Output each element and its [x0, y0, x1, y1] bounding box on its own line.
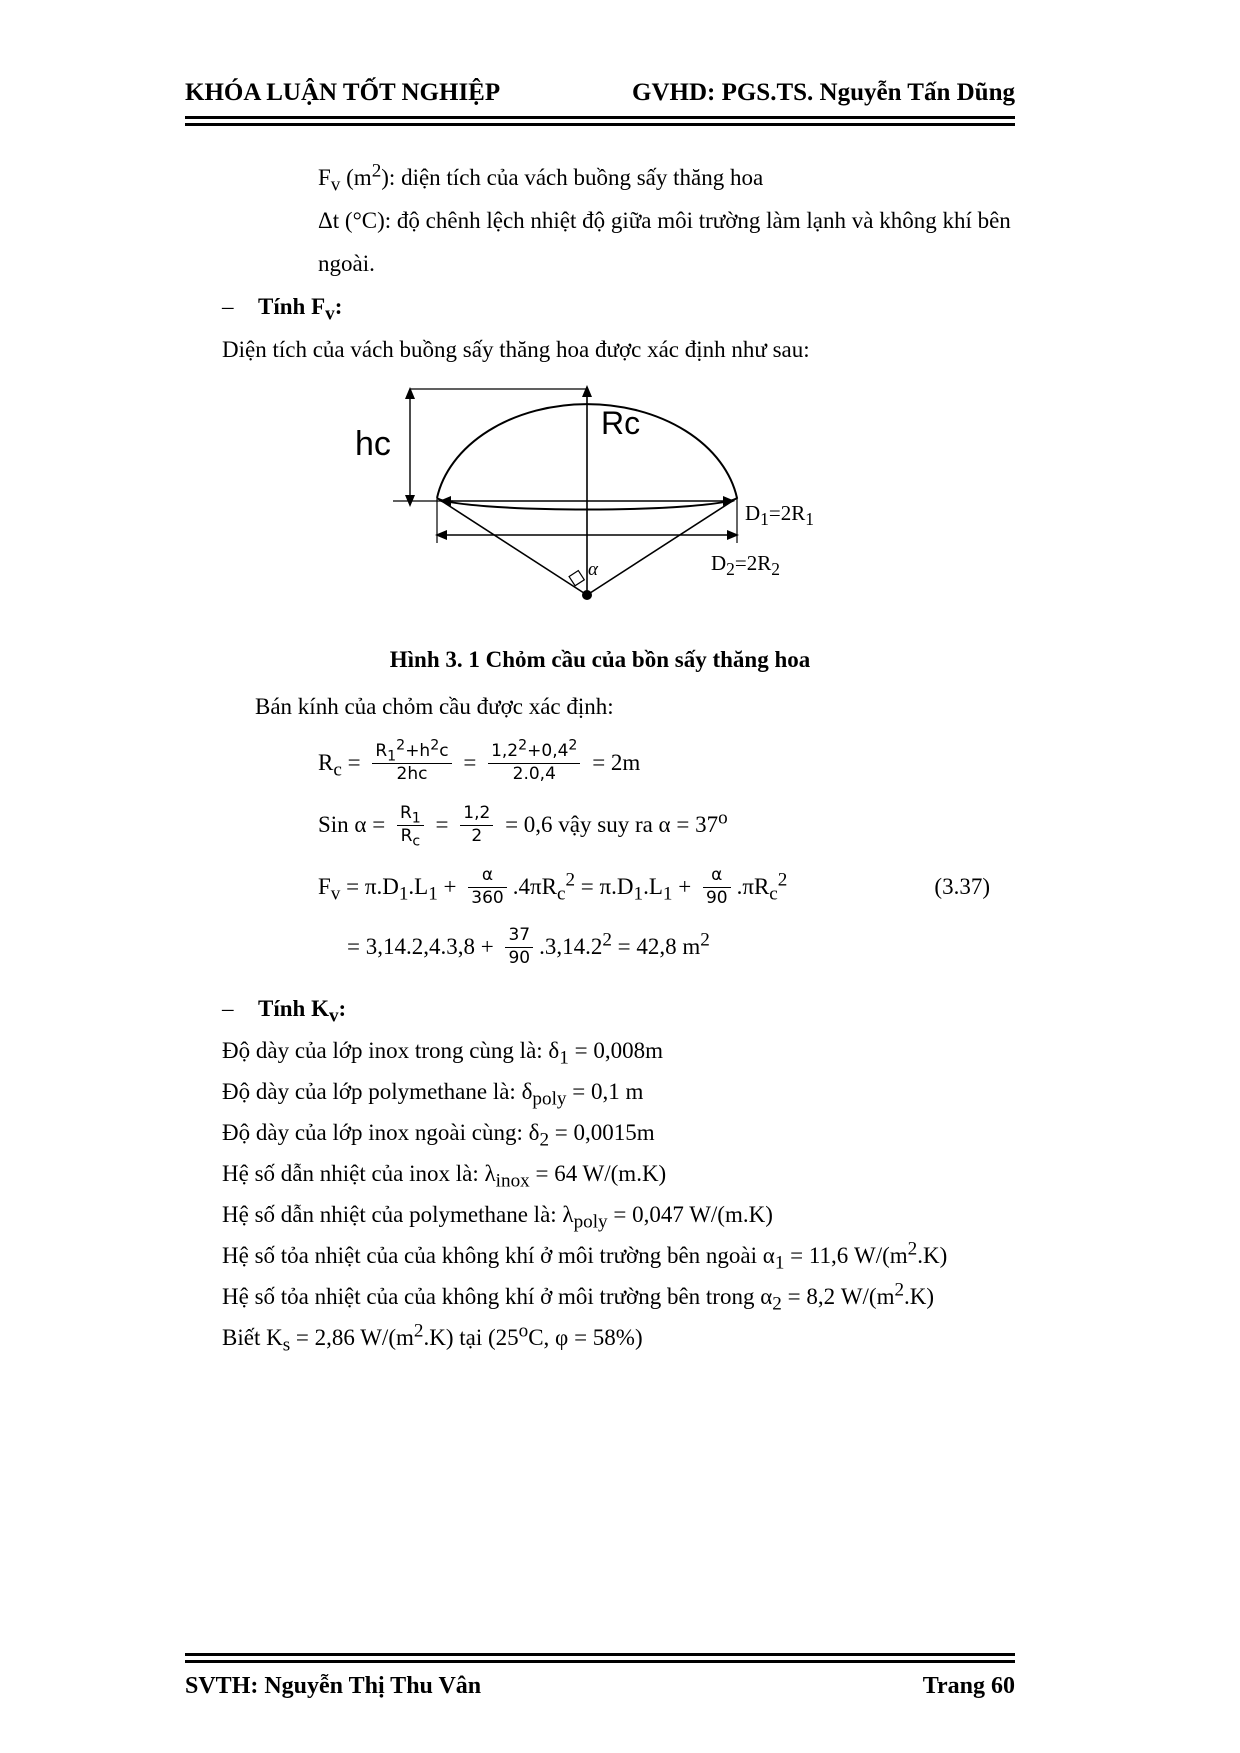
advisor-name: GVHD: PGS.TS. Nguyễn Tấn Dũng [632, 79, 1015, 106]
student-name: SVTH: Nguyễn Thị Thu Vân [185, 1673, 482, 1699]
label-d1: $D_1=2R_1$ [745, 501, 815, 530]
eq-rc-result: = 2m [586, 750, 641, 775]
figure-caption: Hình 3. 1 Chỏm cầu của bồn sấy thăng hoa [389, 647, 811, 672]
intro-paragraphs [318, 156, 1018, 285]
fv-definition-line: $F_v$ $(m^2)$: diện tích của vách buồng sấy thăng hoa [318, 160, 764, 196]
eq-fv-mid: $.4\pi R_c^2 = \pi.D_1.L_1$ + [512, 869, 697, 905]
eq-fvres-fraction: $\frac{37}{90}$ [505, 925, 533, 969]
rc-arrow-up [582, 385, 592, 397]
eq-sin-lhs: Sin α = [318, 812, 391, 837]
property-line: Độ dày của lớp inox trong cùng là: $\delta_1 = 0,008m$ [222, 1038, 663, 1069]
eq-fv-fraction-1: $\frac{\alpha}{360}$ [468, 865, 506, 909]
property-line: Hệ số tỏa nhiệt của của không khí ở môi trường bên ngoài $\alpha_1 = 11,6$ $W/(m^2.K)$ [222, 1238, 948, 1274]
alpha-angle-marker [569, 571, 584, 586]
equation-sin-alpha [318, 799, 1015, 851]
eq-rc-equals: = [457, 750, 483, 775]
triangle-left-side [437, 498, 587, 595]
equation-number: (3.37) [934, 874, 990, 899]
page-content [185, 78, 1015, 1358]
header-rule [185, 116, 1015, 126]
equation-fv-result [347, 921, 1015, 973]
eq-fvres-lhs: = 3,14.2,4.3,8 + [347, 934, 500, 959]
label-rc: Rc [601, 405, 641, 441]
footer-rule [185, 1653, 1015, 1663]
label-alpha: α [588, 559, 598, 580]
eq-fv-lhs: $F_v = \pi.D_1.L_1$ + [318, 874, 463, 905]
section-title-kv: Tính $K_v$: [258, 996, 347, 1027]
equation-fv [318, 861, 1015, 913]
dome-diagram-drawing [325, 383, 985, 628]
eq-sin-fraction-2: $\frac{1,2}{2}$ [460, 803, 493, 847]
triangle-right-side [587, 498, 737, 595]
page-footer [185, 1645, 1015, 1700]
dash-bullet: – [222, 996, 234, 1021]
delta-t-definition-line: Δt (°C): độ chênh lệch nhiệt độ giữa môi trường làm lạnh và không khí bên ngoài. [318, 208, 1011, 276]
document-title: KHÓA LUẬN TỐT NGHIỆP [185, 79, 501, 106]
label-d2: $D_2=2R_2$ [711, 551, 781, 580]
eq-fvres-tail: $.3,14.2^2 = 42,8$ $m^2$ [539, 929, 710, 959]
eq-sin-fraction-1: $\frac{R_1}{R_c}$ [397, 803, 424, 847]
property-line: Biết $K_s = 2,86$ $W/(m^2.K)$ tại (25$^o$C, φ = 58%) [222, 1320, 643, 1356]
section-heading-kv [222, 987, 1015, 1030]
property-line: Hệ số dẫn nhiệt của polymethane là: $\lambda_{poly} = 0,047$ W/(m.K) [222, 1202, 773, 1233]
eq-sin-equals: = [429, 812, 455, 837]
property-line: Hệ số dẫn nhiệt của inox là: $\lambda_{inox} = 64$ W/(m.K) [222, 1161, 667, 1192]
eq-fv-tail: $.\pi R_c^2$ [736, 869, 788, 905]
property-line: Hệ số tỏa nhiệt của của không khí ở môi trường bên trong $\alpha_2 = 8,2$ $W/(m^2.K)$ [222, 1279, 935, 1315]
eq-rc-lhs: $R_c$ = [318, 750, 367, 781]
eq-fv-fraction-2: $\frac{\alpha}{90}$ [703, 865, 731, 909]
page-number: Trang 60 [922, 1673, 1015, 1699]
kv-property-list [185, 1030, 1015, 1358]
section-heading-fv [222, 285, 1015, 328]
equation-rc [318, 737, 1015, 789]
fv-description: Diện tích của vách buồng sấy thăng hoa được xác định như sau: [222, 337, 810, 362]
radius-lead-text: Bán kính của chỏm cầu được xác định: [255, 694, 614, 719]
page-header [185, 78, 1015, 108]
label-hc: hc [355, 425, 391, 463]
eq-rc-fraction-1: $\frac{R_1^2+h^2c}{2hc}$ [372, 741, 451, 785]
dash-bullet: – [222, 294, 234, 319]
eq-rc-fraction-2: $\frac{1,2^2+0,4^2}{2.0,4}$ [488, 741, 580, 785]
property-line: Độ dày của lớp inox ngoài cùng: $\delta_2 = 0,0015m$ [222, 1120, 655, 1151]
property-line: Độ dày của lớp polymethane là: $\delta_{poly} = 0,1$ m [222, 1079, 644, 1110]
eq-sin-result: = 0,6 vậy suy ra $\alpha = 37^o$ [499, 807, 728, 837]
section-title-fv: Tính $F_v$: [258, 294, 343, 325]
figure-dome-diagram [325, 383, 985, 628]
